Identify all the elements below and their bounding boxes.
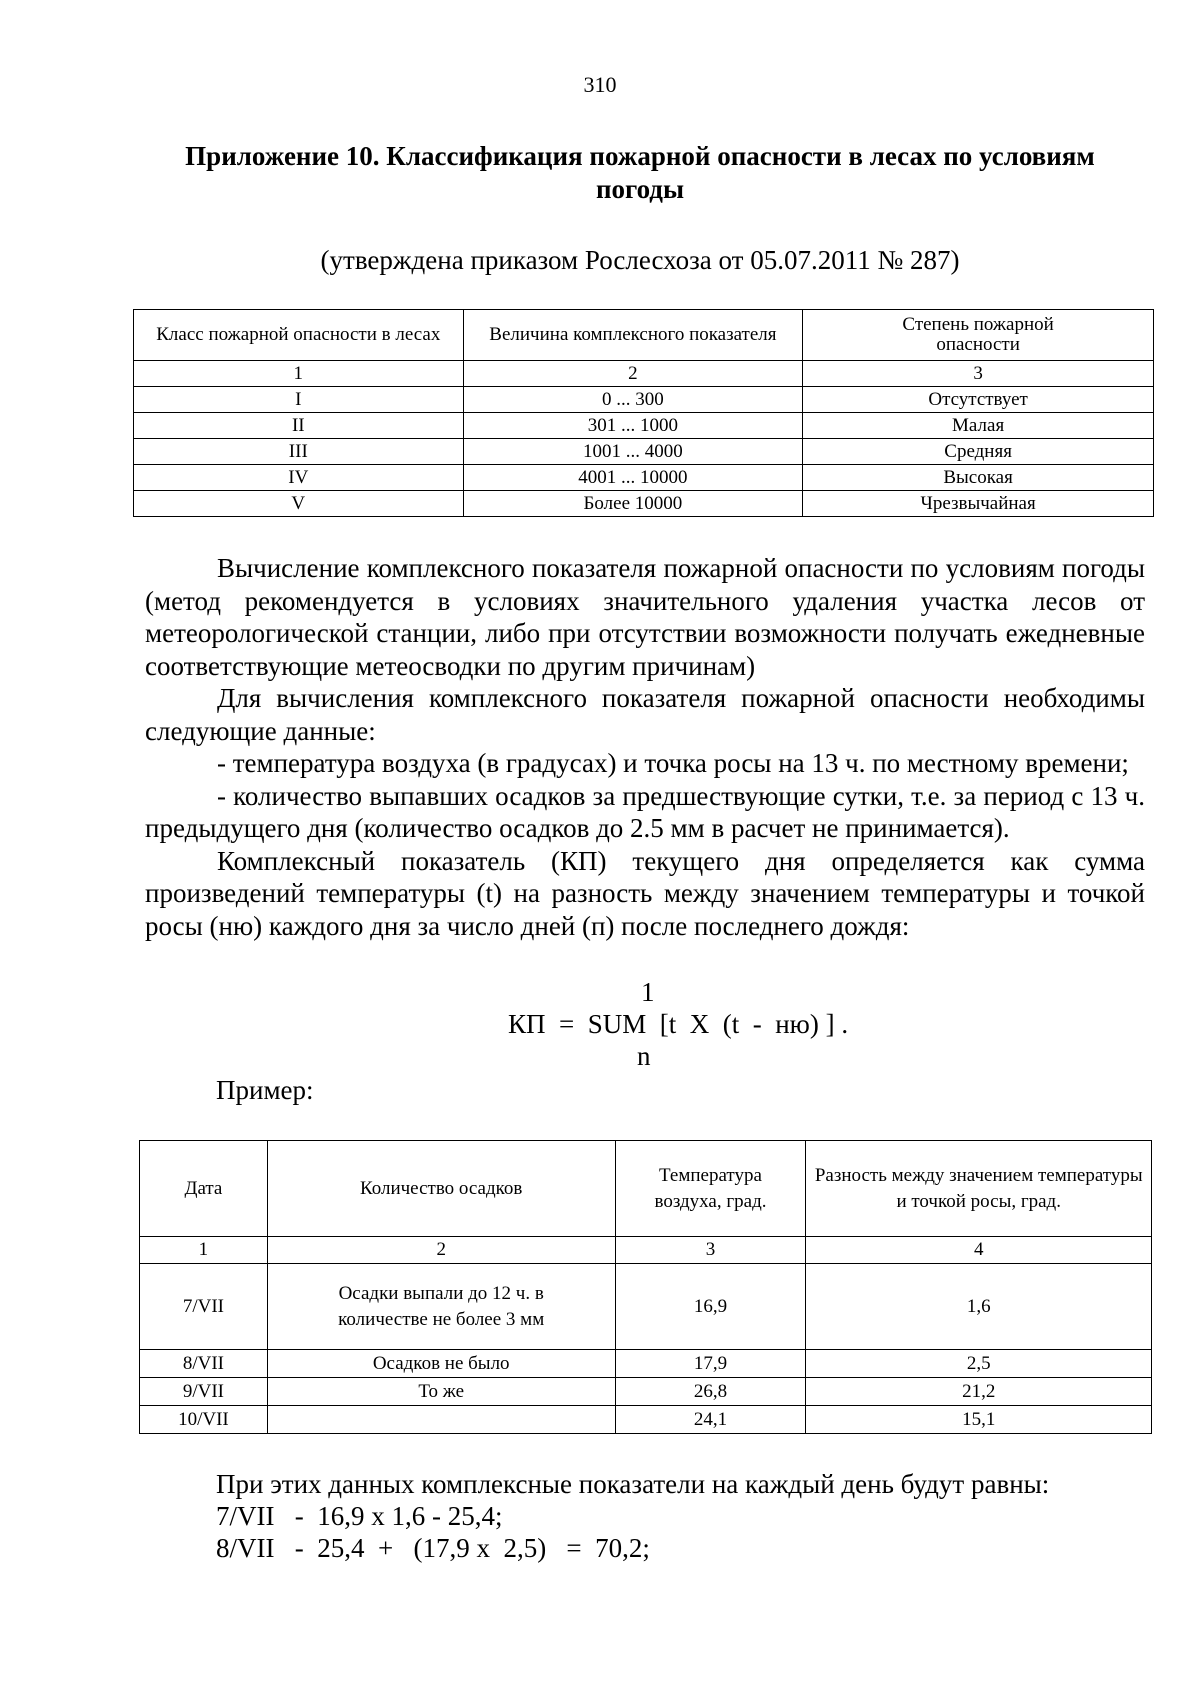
table-cell: То же <box>267 1378 615 1406</box>
table-cell: Высокая <box>803 465 1154 491</box>
column-number-row <box>140 1237 1152 1264</box>
table-cell: 1001 ... 4000 <box>463 439 803 465</box>
table-cell: 17,9 <box>615 1350 806 1378</box>
table-cell: Более 10000 <box>463 491 803 517</box>
page-number: 310 <box>583 72 617 97</box>
table-cell: 16,9 <box>615 1264 806 1350</box>
table-row <box>140 1378 1152 1406</box>
result-line: 7/VII - 16,9 х 1,6 - 25,4; <box>216 1501 503 1531</box>
formula: КП = SUM [t X (t - ню) ] . <box>508 1009 849 1039</box>
paragraph: Для вычисления комплексного показателя пожарной опасности необходимы следующие данные: <box>145 683 1145 746</box>
paragraph: Вычисление комплексного показателя пожарной опасности по условиям погоды (метод рекомендуется в условиях значительного удаления участка лесов от метеорологической станции, либо при отсутствии возможности получать ежедневные соответствующие метеосводки по другим причинам) <box>145 553 1145 681</box>
fire-danger-class-table <box>133 309 1154 517</box>
column-header: Дата <box>140 1141 268 1237</box>
table-cell: 21,2 <box>806 1378 1152 1406</box>
column-header: Класс пожарной опасности в лесах <box>134 310 464 361</box>
table-row <box>134 465 1154 491</box>
page-title: Приложение 10. Классификация пожарной опасности в лесах по условиям погоды <box>185 141 1095 204</box>
table-cell: Чрезвычайная <box>803 491 1154 517</box>
table-row <box>134 439 1154 465</box>
table-row <box>140 1406 1152 1434</box>
table-row <box>134 413 1154 439</box>
table-cell: I <box>134 387 464 413</box>
column-number: 3 <box>615 1237 806 1264</box>
table-cell: Осадков не было <box>267 1350 615 1378</box>
results-block <box>216 1468 1049 1564</box>
column-header: Разность между значением температуры и точкой росы, град. <box>806 1141 1152 1237</box>
table-cell: 2,5 <box>806 1350 1152 1378</box>
table-cell: 9/VII <box>140 1378 268 1406</box>
table-cell: 8/VII <box>140 1350 268 1378</box>
table-cell <box>267 1406 615 1434</box>
table-row <box>134 491 1154 517</box>
table-row <box>140 1350 1152 1378</box>
table-header-row <box>140 1141 1152 1237</box>
column-header: Величина комплексного показателя <box>463 310 803 361</box>
body-text <box>145 552 1145 942</box>
table-cell: II <box>134 413 464 439</box>
results-intro: При этих данных комплексные показатели на каждый день будут равны: <box>216 1469 1050 1499</box>
table-cell: 301 ... 1000 <box>463 413 803 439</box>
column-header: Количество осадков <box>267 1141 615 1237</box>
table-cell: 0 ... 300 <box>463 387 803 413</box>
paragraph: - температура воздуха (в градусах) и точка росы на 13 ч. по местному времени; <box>217 748 1129 778</box>
table-cell: V <box>134 491 464 517</box>
column-number: 3 <box>803 361 1154 387</box>
table-cell: Малая <box>803 413 1154 439</box>
paragraph: Комплексный показатель (КП) текущего дня определяется как сумма произведений температуры (t) на разность между значением температуры и точкой росы (ню) каждого дня за число дней (п) после последнего дождя: <box>145 845 1145 941</box>
table-row <box>134 387 1154 413</box>
column-number: 2 <box>267 1237 615 1264</box>
table-cell: 15,1 <box>806 1406 1152 1434</box>
column-header: Температура воздуха, град. <box>615 1141 806 1237</box>
approval-note: (утверждена приказом Рослесхоза от 05.07.2011 № 287) <box>320 245 960 275</box>
column-number-row <box>134 361 1154 387</box>
column-number: 4 <box>806 1237 1152 1264</box>
result-line: 8/VII - 25,4 + (17,9 х 2,5) = 70,2; <box>216 1533 650 1563</box>
column-number: 1 <box>134 361 464 387</box>
table-cell: III <box>134 439 464 465</box>
formula-upper-limit: 1 <box>641 977 655 1007</box>
table-cell: IV <box>134 465 464 491</box>
table-row <box>140 1264 1152 1350</box>
table-cell: Отсутствует <box>803 387 1154 413</box>
table-cell: Средняя <box>803 439 1154 465</box>
table-cell: Осадки выпали до 12 ч. в количестве не более 3 мм <box>267 1264 615 1350</box>
example-label: Пример: <box>216 1075 314 1105</box>
table-cell: 10/VII <box>140 1406 268 1434</box>
column-number: 1 <box>140 1237 268 1264</box>
table-cell: 4001 ... 10000 <box>463 465 803 491</box>
table-cell: 7/VII <box>140 1264 268 1350</box>
column-number: 2 <box>463 361 803 387</box>
table-header-row <box>134 310 1154 361</box>
column-header: Степень пожарной опасности <box>803 310 1154 361</box>
formula-lower-limit: n <box>637 1041 651 1071</box>
example-table <box>139 1140 1152 1434</box>
paragraph: - количество выпавших осадков за предшествующие сутки, т.е. за период с 13 ч. предыдущего дня (количество осадков до 2.5 мм в расчет не принимается). <box>145 780 1145 843</box>
table-cell: 26,8 <box>615 1378 806 1406</box>
table-cell: 1,6 <box>806 1264 1152 1350</box>
table-cell: 24,1 <box>615 1406 806 1434</box>
